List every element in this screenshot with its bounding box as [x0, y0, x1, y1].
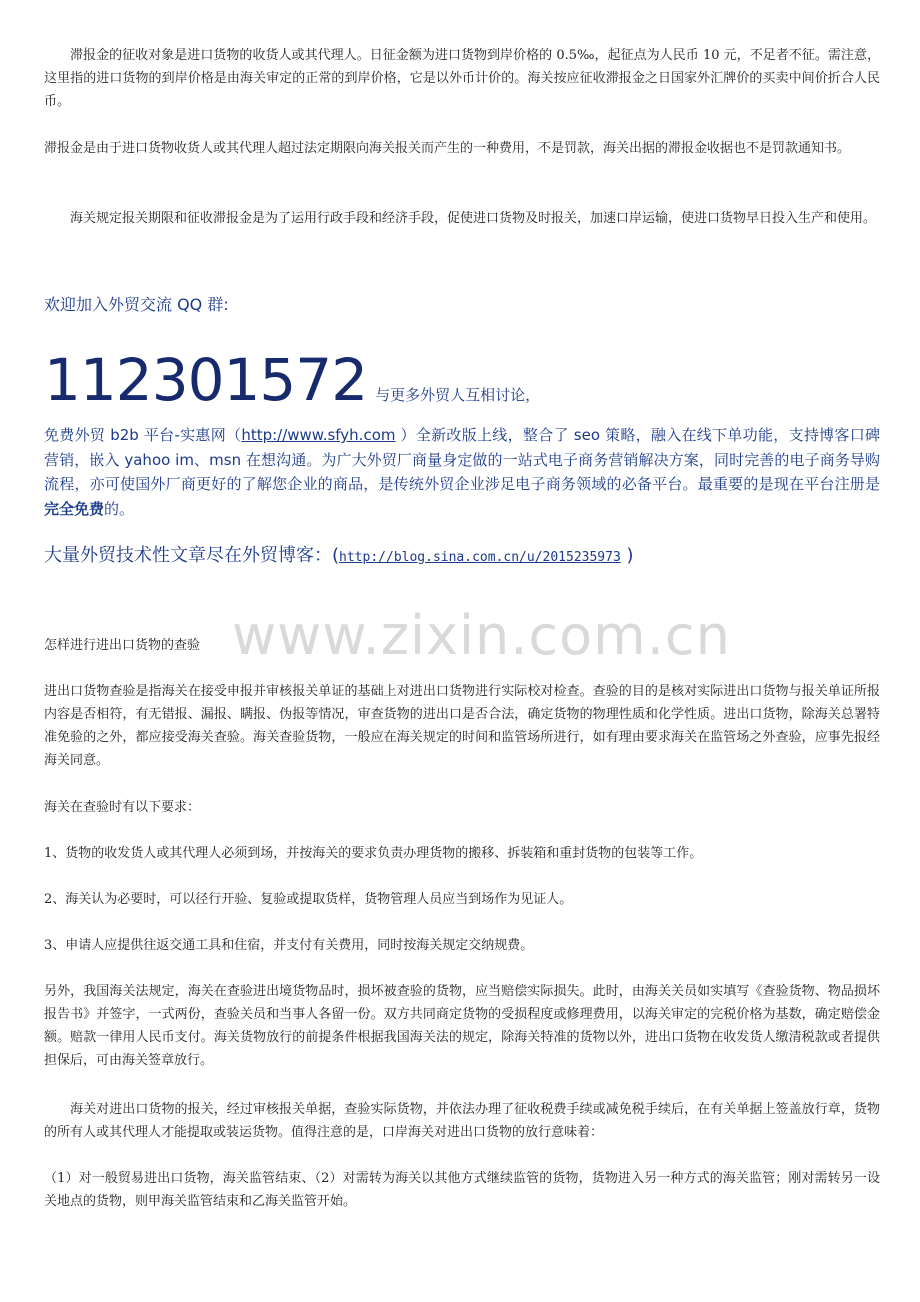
blog-close: )	[620, 545, 634, 566]
blog-line	[44, 541, 634, 567]
paragraph-inspection-requirements-intro: 海关在查验时有以下要求：	[44, 800, 201, 815]
qq-group-label: 欢迎加入外贸交流 QQ 群:	[44, 295, 229, 314]
sfyh-link[interactable]: http://www.sfyh.com	[241, 426, 396, 444]
blog-label: 大量外贸技术性文章尽在外贸博客：(	[44, 545, 340, 566]
paragraph-release: 海关对进出口货物的报关，经过审核报关单据，查验实际货物，并依法办理了征收税费手续或减免税手续后，在有关单据上签盖放行章，货物的所有人或其代理人才能提取或装运货物。值得注意的是，口岸海关对进出口货物的放行意味着：	[44, 1102, 880, 1140]
qq-number-suffix: 与更多外贸人互相讨论，	[375, 386, 541, 404]
promo-text-before-link: 免费外贸 b2b 平台-实惠网（	[44, 426, 242, 444]
paragraph-late-fee-object: 滞报金的征收对象是进口货物的收货人或其代理人。日征金额为进口货物到岸价格的 0.5‰，起征点为人民币 10 元，不足者不征。需注意，这里指的进口货物的到岸价格是由海关审定的正常的到岸价格，它是以外币计价的。海关按应征收滞报金之日国家外汇牌价的买卖中间价折合人民币。	[44, 48, 880, 109]
paragraph-inspection-definition: 进出口货物查验是指海关在接受申报并审核报关单证的基础上对进出口货物进行实际校对检查。查验的目的是核对实际进出口货物与报关单证所报内容是否相符，有无错报、漏报、瞒报、伪报等情况，审查货物的进出口是否合法，确定货物的物理性质和化学性质。进出口货物，除海关总署特准免验的之外，都应接受海关查验。海关查验货物，一般应在海关规定的时间和监管场所进行，如有理由要求海关在监管场之外查验，应事先报经海关同意。	[44, 684, 880, 768]
promo-text-end: 的。	[104, 499, 135, 518]
blog-link[interactable]: http://blog.sina.com.cn/u/2015235973	[339, 550, 621, 565]
paragraph-release-meaning: （1）对一般贸易进出口货物，海关监管结束、（2）对需转为海关以其他方式继续监管的货物，货物进入另一种方式的海关监管；刚对需转另一设关地点的货物，则甲海关监管结束和乙海关监管开始。	[44, 1171, 880, 1209]
list-item-requirement-2: 2、海关认为必要时，可以径行开验、复验或提取货样，货物管理人员应当到场作为见证人。	[44, 892, 573, 907]
section-title: 怎样进行进出口货物的查验	[44, 638, 201, 653]
list-item-requirement-1: 1、货物的收发货人或其代理人必须到场，并按海关的要求负责办理货物的搬移、拆装箱和重封货物的包装等工作。	[44, 846, 703, 861]
promo-text-after-link: ）全新改版上线，整合了 seo 策略，融入在线下单功能，支持博客口碑营销，嵌入 yahoo im、msn 在想沟通。为广大外贸厂商量身定做的一站式电子商务营销解决方案，同时完善的电子商务导购流程，亦可使国外厂商更好的了解您企业的商品，是传统外贸企业涉足电子商务领域的必备平台。最重要的是现在平台注册是	[44, 426, 880, 493]
paragraph-late-fee-purpose: 海关规定报关期限和征收滞报金是为了运用行政手段和经济手段，促使进口货物及时报关，加速口岸运输，使进口货物早日投入生产和使用。	[70, 211, 877, 226]
list-item-requirement-3: 3、申请人应提供往返交通工具和住宿，并支付有关费用，同时按海关规定交纳规费。	[44, 938, 534, 953]
paragraph-damage-compensation: 另外，我国海关法规定，海关在查验进出境货物品时，损坏被查验的货物，应当赔偿实际损失。此时，由海关关员如实填写《查验货物、物品损坏报告书》并签字，一式两份，查验关员和当事人各留一份。双方共同商定货物的受损程度或修理费用，以海关审定的完税价格为基数，确定赔偿金额。赔款一律用人民币支付。海关货物放行的前提条件根据我国海关法的规定，除海关特准的货物以外，进出口货物在收发货人缴清税款或者提供担保后，可由海关签章放行。	[44, 984, 880, 1068]
qq-number-row	[44, 346, 540, 414]
qq-group-number: 112301572	[44, 346, 368, 414]
promo-paragraph	[44, 423, 880, 521]
paragraph-late-fee-nature: 滞报金是由于进口货物收货人或其代理人超过法定期限向海关报关而产生的一种费用，不是罚款，海关出据的滞报金收据也不是罚款通知书。	[44, 141, 851, 156]
promo-free-bold: 完全免费	[44, 499, 105, 518]
watermark: www.zixin.com.cn	[232, 604, 731, 667]
